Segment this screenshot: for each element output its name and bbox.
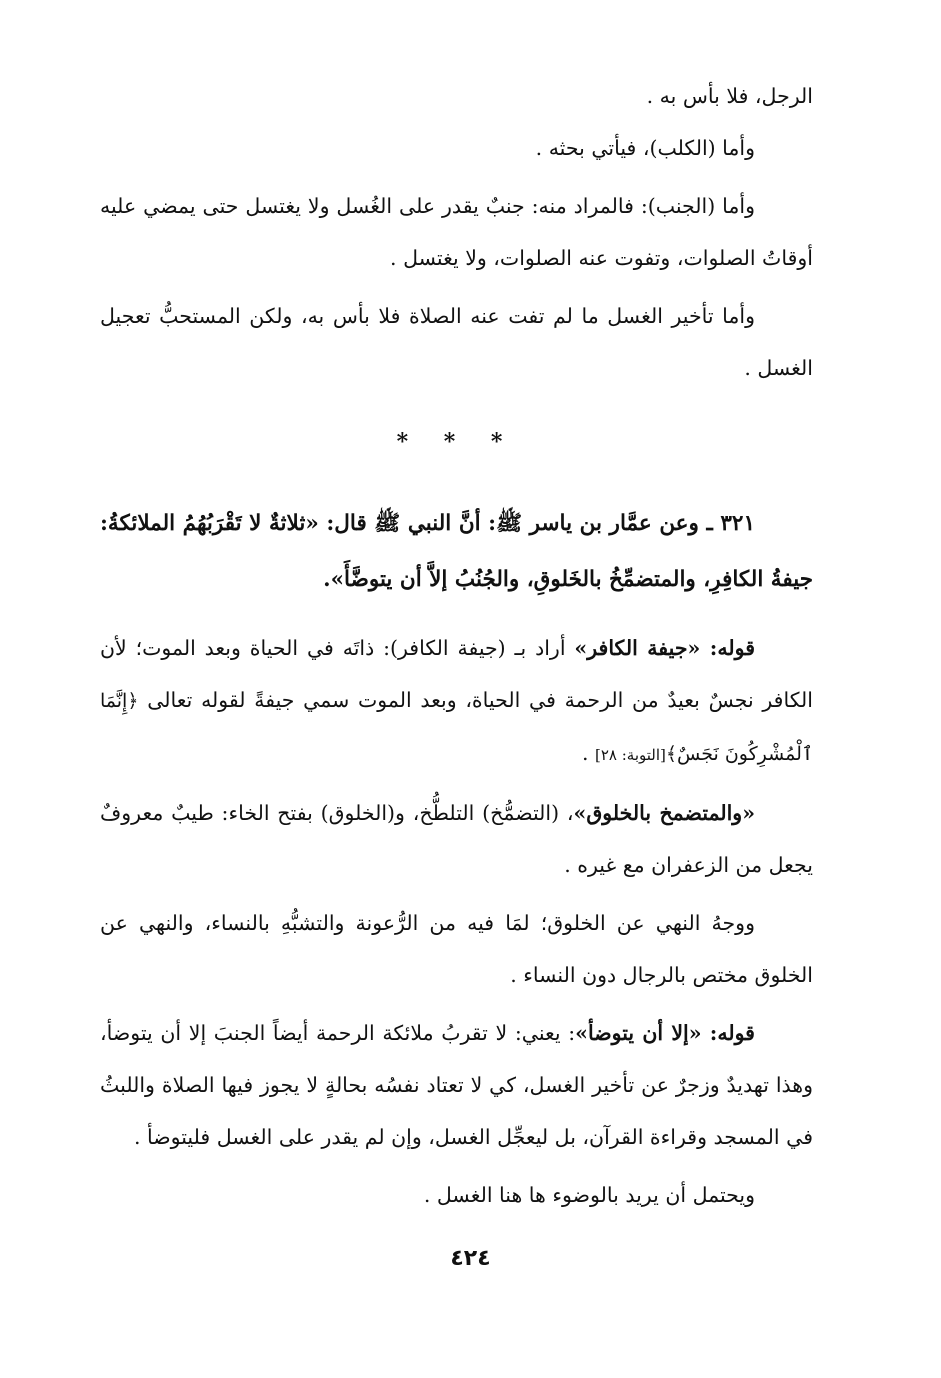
paragraph-dog: وأما (الكلب)، فيأتي بحثه .: [535, 136, 755, 160]
page-body: [100, 70, 813, 1221]
commentary-text-1: أراد بـ (جيفة الكافر): ذاتَه في الحياة وبعد الموت؛ لأن الكافر نجسٌ بعيدٌ من الرحمة في الحياة، وبعد الموت سمي جيفةً لقوله تعالى: [100, 636, 813, 712]
commentary-text-4: : يعني: لا تقربُ ملائكة الرحمة أيضاً الجنبَ إلا أن يتوضأ، وهذا تهديدٌ وزجرٌ عن تأخير الغسل، كي لا تعتاد نفسُه بحالةٍ لا يجوز فيها الصلاة واللبثُ في المسجد وقراءة القرآن، بل ليعجِّل الغسل، وإن لم يقدر على الغسل فليتوضأ .: [100, 1021, 813, 1149]
paragraph-continuation: الرجل، فلا بأس به .: [646, 84, 813, 108]
commentary-paragraph-2: [100, 787, 813, 891]
section-separator: * * *: [396, 429, 517, 455]
commentary-lead-4: قوله: «إلا أن يتوضأ»: [575, 1021, 755, 1045]
hadith-text: ٣٢١ ـ وعن عمَّار بن ياسر ﷺ: أنَّ النبي ﷺ قال: «ثلاثةٌ لا تَقْرَبُهُمُ الملائكةُ: جيفةُ الكافِرِ، والمتضمِّخُ بالخَلوقِ، والجُنُبُ إلاَّ أن يتوضَّأَ».: [100, 511, 813, 592]
commentary-paragraph-1: [100, 622, 813, 781]
commentary-paragraph-4: [100, 1007, 813, 1163]
commentary-text-2: ، (التضمُّخ) التلطُّخ، و(الخلوق) بفتح الخاء: طيبٌ معروفٌ يجعل من الزعفران مع غيره .: [100, 801, 813, 877]
quran-reference: [التوبة: ٢٨]: [595, 746, 666, 764]
commentary-paragraph-3: ووجهُ النهي عن الخلوق؛ لمَا فيه من الرُّعونة والتشبُّهِ بالنساء، والنهي عن الخلوق مختص بالرجال دون النساء .: [100, 911, 813, 987]
quran-verse: ﴿إِنَّمَا ٱلْمُشْرِكُونَ نَجَسٌ﴾: [100, 690, 813, 765]
commentary-lead-1: قوله: «جيفة الكافر»: [574, 636, 755, 660]
commentary-lead-2: «والمتضمخ بالخلوق»: [573, 801, 756, 825]
commentary-paragraph-5: ويحتمل أن يريد بالوضوء ها هنا الغسل .: [423, 1183, 755, 1207]
paragraph-junub: وأما (الجنب): فالمراد منه: جنبٌ يقدر على الغُسل ولا يغتسل حتى يمضي عليه أوقاتُ الصلوات، وتفوت عنه الصلوات، ولا يغتسل .: [100, 194, 813, 270]
page-number: ٤٢٤: [450, 1246, 491, 1271]
commentary-end-1: .: [581, 741, 595, 765]
paragraph-delay-ghusl: وأما تأخير الغسل ما لم تفت عنه الصلاة فلا بأس به، ولكن المستحبُّ تعجيل الغسل .: [100, 304, 813, 380]
